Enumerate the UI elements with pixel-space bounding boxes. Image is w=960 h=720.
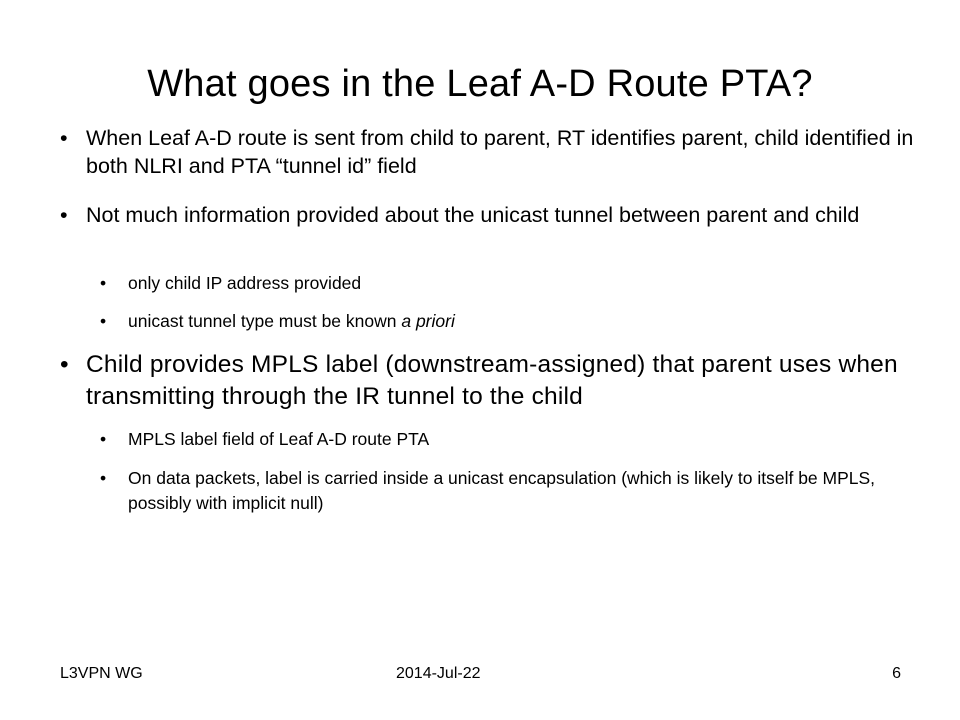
footer-date: 2014-Jul-22 [396, 665, 481, 682]
bullet-dot-icon: • [60, 351, 69, 378]
slide-title: What goes in the Leaf A-D Route PTA? [147, 63, 813, 105]
sub-bullet-text: only child IP address provided [128, 273, 362, 293]
sub-bullet-text-plain: unicast tunnel type must be known [128, 311, 402, 331]
sub-bullet-item [100, 309, 920, 334]
bullet-item [60, 349, 920, 413]
bullet-dot-icon: • [100, 273, 107, 293]
bullet-dot-icon: • [60, 126, 68, 150]
bullet-text: Not much information provided about the unicast tunnel between parent and child [86, 203, 860, 227]
bullet-text: Child provides MPLS label (downstream-assigned) that parent uses when transmitting through the IR tunnel to the child [86, 351, 898, 410]
sub-bullet-text [128, 309, 920, 334]
sub-bullet-text-italic: a priori [401, 311, 455, 331]
bullet-text: When Leaf A-D route is sent from child to parent, RT identifies parent, child identified in both NLRI and PTA “tunnel id” field [86, 126, 914, 178]
bullet-dot-icon: • [100, 311, 107, 331]
bullet-dot-icon: • [100, 429, 107, 449]
slide-number: 6 [892, 665, 901, 682]
sub-bullet-item [100, 466, 920, 516]
sub-bullet-item [100, 427, 920, 452]
sub-bullet-text: MPLS label field of Leaf A-D route PTA [128, 429, 430, 449]
sub-bullet-item [100, 271, 920, 296]
bullet-dot-icon: • [60, 203, 68, 227]
footer-group-name: L3VPN WG [60, 665, 143, 682]
sub-bullet-text: On data packets, label is carried inside a unicast encapsulation (which is likely to itself be MPLS, possibly with implicit null) [128, 468, 876, 513]
bullet-item [60, 124, 920, 180]
bullet-dot-icon: • [100, 468, 107, 488]
bullet-item [60, 201, 920, 229]
